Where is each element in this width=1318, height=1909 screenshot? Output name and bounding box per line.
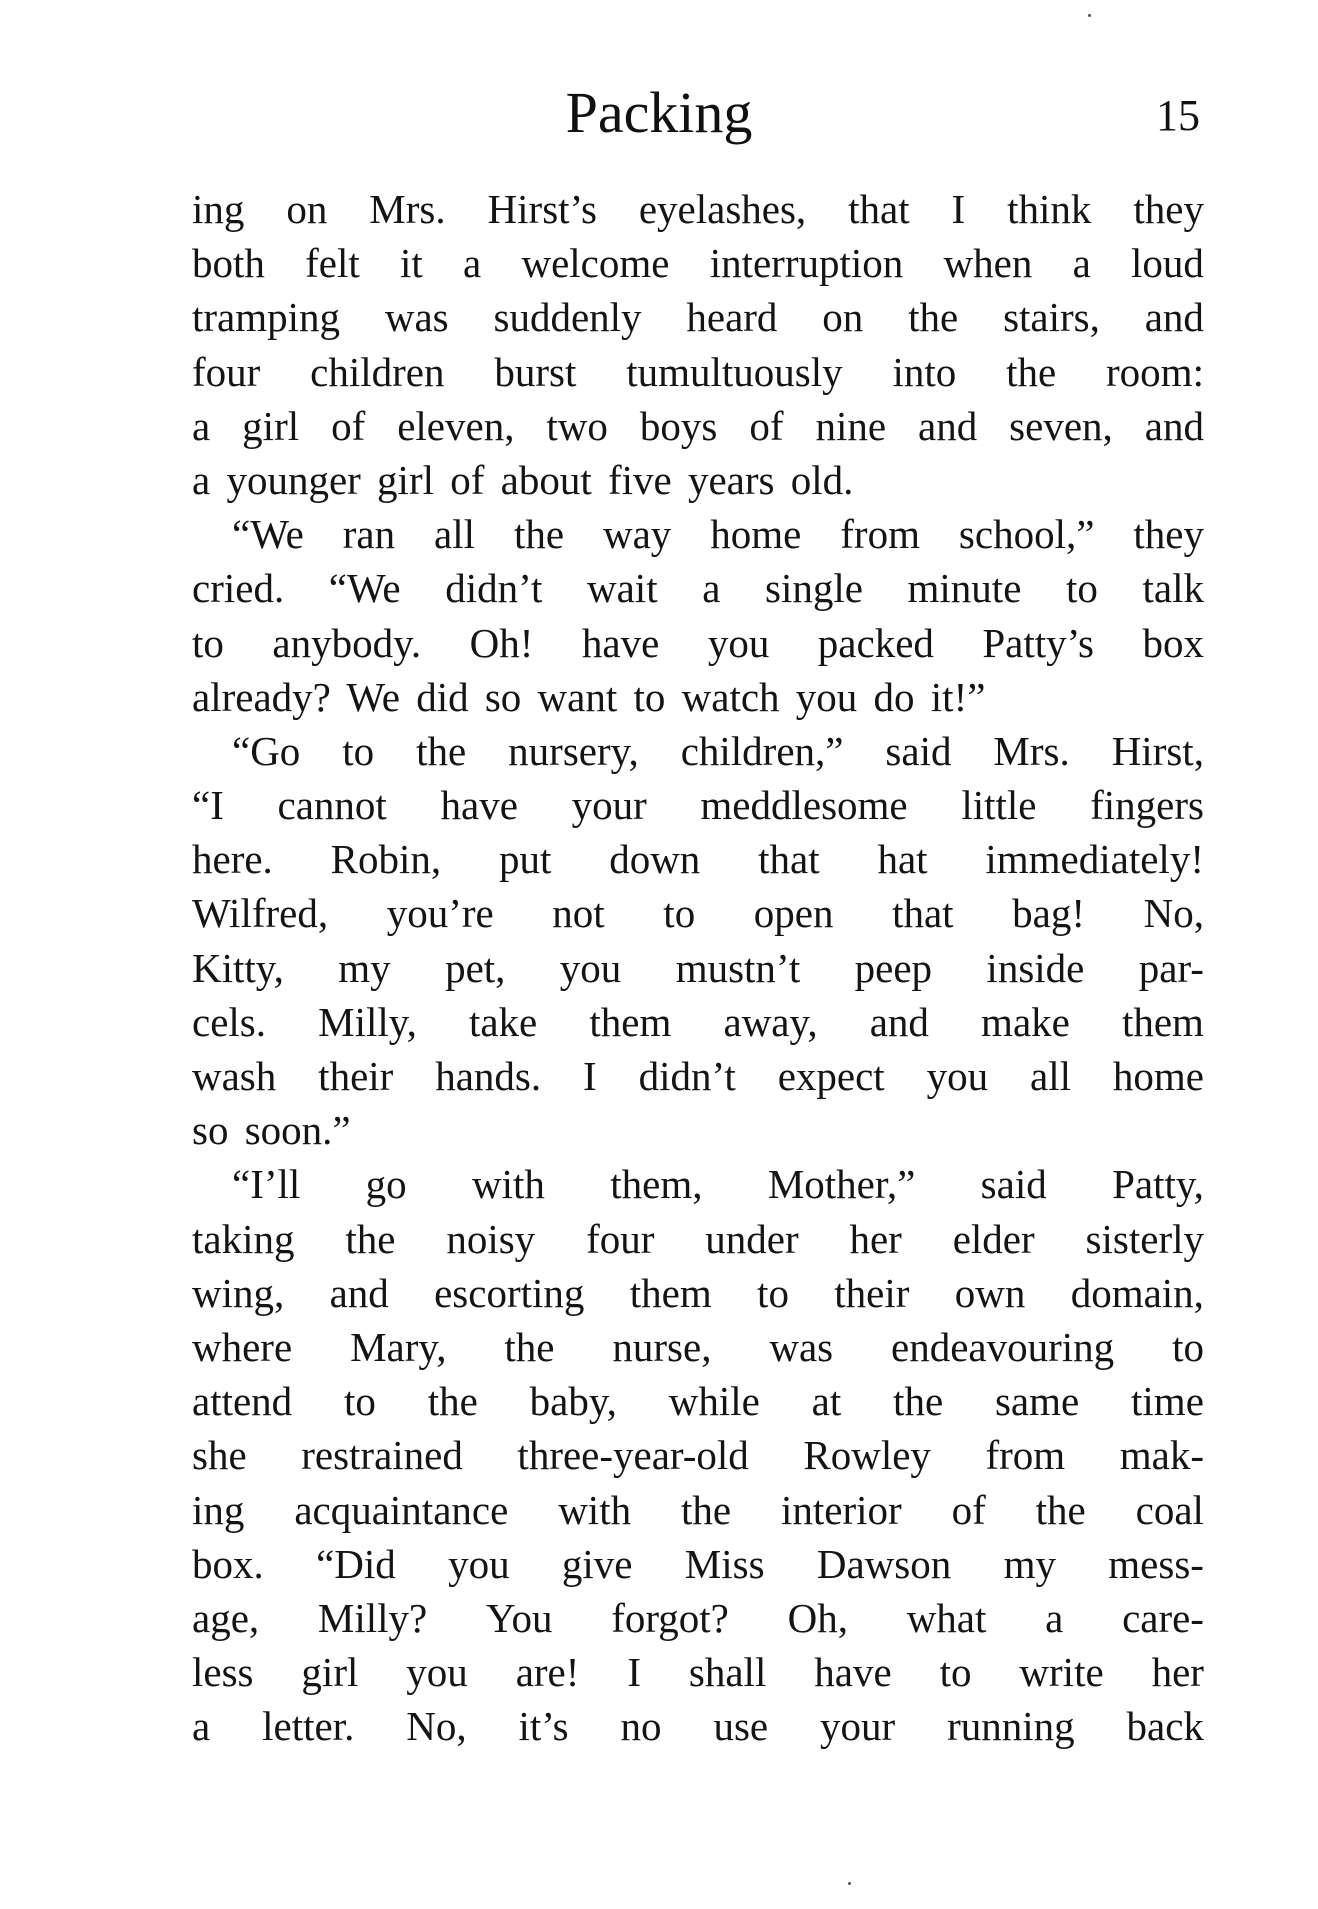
word: your [571, 782, 647, 829]
word: that [758, 836, 820, 883]
word: par- [1138, 944, 1204, 991]
text-line [192, 616, 1204, 670]
word: to [344, 1378, 376, 1425]
word: that [892, 890, 954, 937]
word: the [513, 511, 565, 558]
word: heard [686, 294, 778, 341]
text-line [192, 399, 1204, 453]
word: the [504, 1323, 555, 1370]
word: way [603, 511, 672, 558]
word: they [1133, 511, 1204, 558]
word: eleven, [397, 402, 515, 449]
text-line [192, 561, 1204, 615]
word: pet, [445, 944, 506, 991]
word: hands. [435, 1053, 542, 1099]
word: ing [192, 1486, 245, 1533]
text-line: a younger girl of about five years old. [192, 456, 854, 503]
word: you [406, 1649, 468, 1696]
word: boys [639, 402, 718, 449]
word: go [365, 1161, 407, 1208]
word: them [1121, 998, 1204, 1045]
word: escorting [434, 1269, 585, 1316]
word: of [951, 1486, 986, 1533]
word: give [561, 1540, 633, 1587]
word: the [416, 727, 467, 774]
word: No, [1143, 890, 1204, 937]
word: home [1112, 1053, 1204, 1099]
word: meddlesome [700, 782, 908, 829]
word: immediately! [985, 836, 1204, 883]
word: the [681, 1486, 732, 1533]
word: care- [1122, 1594, 1204, 1641]
word: a [1045, 1594, 1064, 1641]
word: domain, [1070, 1269, 1204, 1316]
word: a [1072, 240, 1091, 287]
word: mess- [1108, 1540, 1204, 1587]
word: a [702, 565, 721, 612]
word: here. [192, 836, 273, 883]
word: interior [781, 1486, 902, 1533]
word: Oh! [469, 619, 534, 666]
print-speck [1088, 14, 1091, 17]
word: “We [328, 565, 401, 612]
word: to [342, 727, 375, 774]
word: Mrs. [369, 186, 446, 232]
word: coal [1135, 1486, 1204, 1533]
word: suddenly [493, 294, 642, 341]
word: you [559, 944, 622, 991]
word: her [849, 1215, 902, 1262]
word: cried. [192, 565, 285, 612]
word: four [586, 1215, 655, 1262]
word: box. [192, 1540, 264, 1587]
text-line [192, 941, 1204, 995]
word: you [926, 1053, 989, 1099]
word: under [705, 1215, 799, 1262]
word: said [885, 727, 952, 774]
word: to [757, 1269, 789, 1316]
word: with [471, 1161, 545, 1208]
word: school,” [958, 511, 1095, 558]
text-line [192, 1645, 1204, 1699]
word: have [581, 619, 660, 666]
word: girl [301, 1649, 359, 1696]
word: seven, [1009, 402, 1113, 449]
word: sisterly [1085, 1215, 1204, 1262]
word: that [848, 186, 910, 232]
word: interruption [709, 240, 904, 287]
word: they [1133, 186, 1204, 232]
word: less [192, 1649, 254, 1696]
word: them [589, 998, 672, 1045]
text-line [192, 1483, 1204, 1537]
word: from [840, 511, 920, 558]
word: letter. [262, 1703, 355, 1750]
word: at [811, 1378, 842, 1425]
word: of [749, 402, 784, 449]
text-line [192, 1374, 1204, 1428]
text-line [192, 1212, 1204, 1266]
word: a [192, 402, 211, 449]
word: on [822, 294, 864, 341]
word: think [1007, 186, 1092, 232]
word: away, [723, 998, 818, 1045]
word: stairs, [1003, 294, 1100, 341]
word: not [552, 890, 605, 937]
word: I [951, 186, 966, 232]
word: nursery, [508, 727, 639, 774]
word: girl [242, 402, 300, 449]
word: No, [406, 1703, 467, 1750]
word: cannot [277, 782, 387, 829]
text-line [192, 1428, 1204, 1482]
page-number: 15 [1156, 91, 1200, 140]
word: what [906, 1594, 987, 1641]
word: are! [515, 1649, 580, 1696]
word: Mother,” [767, 1161, 916, 1208]
text-line: so soon.” [192, 1107, 351, 1154]
word: put [498, 836, 552, 883]
word: a [192, 1703, 211, 1750]
word: their [834, 1269, 910, 1316]
word: open [753, 890, 834, 937]
word: three-year-old [517, 1432, 749, 1479]
word: wait [587, 565, 658, 612]
text-line [192, 507, 1204, 561]
word: felt [305, 240, 360, 287]
word: acquaintance [294, 1486, 509, 1533]
word: the [1006, 348, 1057, 395]
text-line [192, 1049, 1204, 1103]
text-line [192, 832, 1204, 886]
word: home [710, 511, 802, 558]
word: a [463, 240, 482, 287]
word: while [668, 1378, 760, 1425]
word: the [1035, 1486, 1086, 1533]
word: Miss [684, 1540, 765, 1587]
text-line [192, 1699, 1204, 1753]
word: back [1126, 1703, 1204, 1750]
text-line [192, 886, 1204, 940]
word: Kitty, [192, 944, 284, 991]
text-line [192, 1320, 1204, 1374]
word: box [1142, 619, 1204, 666]
word: the [908, 294, 959, 341]
word: time [1131, 1378, 1204, 1425]
word: their [318, 1053, 394, 1099]
print-speck [848, 1882, 851, 1885]
word: where [192, 1323, 293, 1370]
word: Patty’s [982, 619, 1095, 666]
word: was [384, 294, 449, 341]
word: Milly? [317, 1594, 428, 1641]
word: down [609, 836, 701, 883]
word: Mary, [350, 1323, 447, 1370]
page-header [0, 78, 1318, 158]
word: expect [777, 1053, 885, 1099]
word: and [869, 998, 929, 1045]
word: “I’ll [232, 1161, 301, 1208]
word: nine [815, 402, 887, 449]
word: four [192, 348, 261, 395]
word: Milly, [318, 998, 417, 1045]
word: to [1172, 1323, 1204, 1370]
word: forgot? [611, 1594, 729, 1641]
word: the [893, 1378, 944, 1425]
text-line [192, 724, 1204, 778]
word: bag! [1012, 890, 1086, 937]
word: elder [952, 1215, 1035, 1262]
text-line [192, 345, 1204, 399]
word: have [440, 782, 518, 829]
text-line [192, 182, 1204, 236]
word: no [620, 1703, 662, 1750]
word: welcome [521, 240, 670, 287]
word: of [331, 402, 366, 449]
word: running [947, 1703, 1075, 1750]
word: restrained [301, 1432, 463, 1479]
word: into [892, 348, 957, 395]
word: Hirst’s [487, 186, 597, 232]
word: use [713, 1703, 769, 1750]
word: and [329, 1269, 389, 1316]
text-line [192, 995, 1204, 1049]
text-line [192, 778, 1204, 832]
word: Oh, [787, 1594, 848, 1641]
word: ing [192, 186, 245, 232]
word: taking [192, 1215, 295, 1262]
word: endeavouring [891, 1323, 1115, 1370]
running-title: Packing [565, 80, 753, 145]
word: inside [986, 944, 1085, 991]
word: to [1065, 565, 1098, 612]
word: Mrs. [993, 727, 1070, 774]
word: loud [1131, 240, 1204, 287]
word: to [663, 890, 696, 937]
word: both [192, 240, 265, 287]
word: packed [817, 619, 934, 666]
word: I [583, 1053, 597, 1099]
word: “Did [316, 1540, 396, 1587]
word: anybody. [272, 619, 422, 666]
word: fingers [1090, 782, 1204, 829]
word: wash [192, 1053, 277, 1099]
word: you’re [386, 890, 494, 937]
word: didn’t [445, 565, 543, 612]
word: same [994, 1378, 1080, 1425]
text-line [192, 1157, 1204, 1211]
word: noisy [446, 1215, 536, 1262]
word: I [627, 1649, 641, 1696]
word: minute [907, 565, 1022, 612]
word: write [1019, 1649, 1104, 1696]
word: them, [610, 1161, 703, 1208]
word: it [400, 240, 423, 287]
word: all [434, 511, 476, 558]
word: single [764, 565, 863, 612]
word: eyelashes, [638, 186, 807, 232]
word: shall [688, 1649, 767, 1696]
word: she [192, 1432, 247, 1479]
word: peep [854, 944, 933, 991]
word: my [1003, 1540, 1056, 1587]
text-line [192, 1266, 1204, 1320]
word: children,” [680, 727, 844, 774]
word: them [629, 1269, 712, 1316]
word: little [961, 782, 1037, 829]
text-line [192, 290, 1204, 344]
word: tumultuously [626, 348, 843, 395]
text-line [192, 1537, 1204, 1591]
word: to [192, 619, 224, 666]
word: and [1144, 294, 1204, 341]
word: age, [192, 1594, 260, 1641]
word: make [981, 998, 1070, 1045]
word: room: [1106, 348, 1204, 395]
body-text [192, 182, 1204, 1753]
word: Dawson [816, 1540, 952, 1587]
word: you [448, 1540, 510, 1587]
word: her [1151, 1649, 1204, 1696]
word: mak- [1119, 1432, 1204, 1479]
word: “I [192, 782, 224, 829]
word: wing, [192, 1269, 285, 1316]
word: ran [342, 511, 396, 558]
text-line [192, 236, 1204, 290]
word: with [558, 1486, 632, 1533]
word: you [707, 619, 770, 666]
word: two [546, 402, 608, 449]
word: said [980, 1161, 1047, 1208]
word: was [769, 1323, 834, 1370]
word: mustn’t [675, 944, 801, 991]
text-line [192, 1591, 1204, 1645]
word: Robin, [330, 836, 442, 883]
word: baby, [529, 1378, 617, 1425]
word: attend [192, 1378, 293, 1425]
word: to [939, 1649, 972, 1696]
word: tramping [192, 294, 341, 341]
word: children [310, 348, 445, 395]
word: my [338, 944, 391, 991]
word: and [1144, 402, 1204, 449]
word: and [918, 402, 978, 449]
word: the [345, 1215, 396, 1262]
word: “Go [232, 727, 301, 774]
word: have [814, 1649, 892, 1696]
word: all [1030, 1053, 1071, 1099]
word: “We [232, 511, 304, 558]
word: Rowley [803, 1432, 931, 1479]
word: burst [494, 348, 577, 395]
word: when [943, 240, 1033, 287]
word: your [820, 1703, 896, 1750]
word: cels. [192, 998, 266, 1045]
word: own [954, 1269, 1026, 1316]
word: the [427, 1378, 478, 1425]
word: on [286, 186, 328, 232]
word: hat [877, 836, 928, 883]
word: You [485, 1594, 553, 1641]
word: didn’t [638, 1053, 736, 1099]
word: talk [1142, 565, 1204, 612]
word: Hirst, [1111, 727, 1204, 774]
word: nurse, [612, 1323, 712, 1370]
word: from [985, 1432, 1066, 1479]
word: Wilfred, [192, 890, 329, 937]
word: take [468, 998, 538, 1045]
word: it’s [518, 1703, 569, 1750]
text-line: already? We did so want to watch you do it!” [192, 673, 986, 720]
word: Patty, [1112, 1161, 1204, 1208]
